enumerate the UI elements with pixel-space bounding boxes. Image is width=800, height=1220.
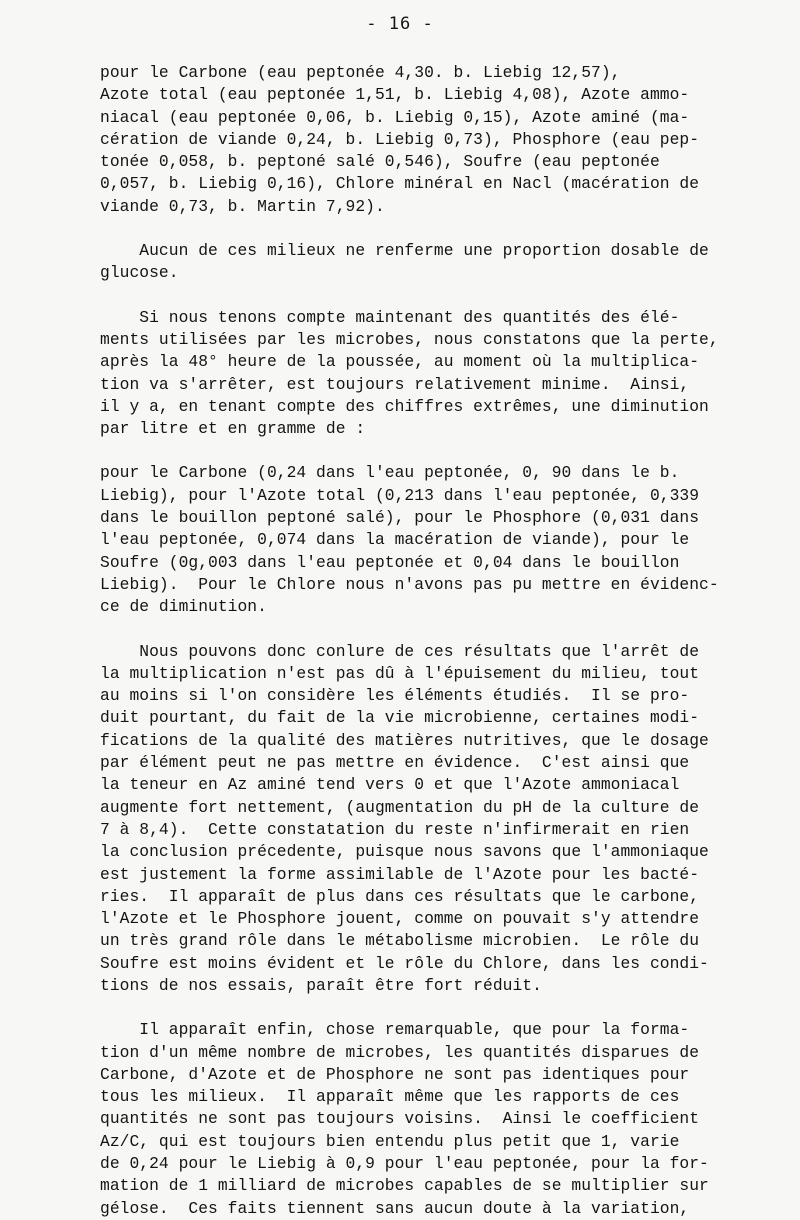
text-line: niacal (eau peptonée 0,06, b. Liebig 0,15), Azote aminé (ma- <box>100 107 690 127</box>
body-text <box>100 62 790 1220</box>
paragraph <box>100 1019 790 1220</box>
text-line: au moins si l'on considère les éléments étudiés. Il se pro- <box>100 686 690 706</box>
paragraph <box>100 307 790 441</box>
text-line: tion d'un même nombre de microbes, les quantités disparues de <box>100 1042 700 1062</box>
text-line: mation de 1 milliard de microbes capables de se multiplier sur <box>100 1176 709 1196</box>
text-line: l'eau peptonée, 0,074 dans la macération de viande), pour le <box>100 530 690 550</box>
text-line: tous les milieux. Il apparaît même que les rapports de ces <box>100 1087 680 1107</box>
text-line: par élément peut ne pas mettre en évidence. C'est ainsi que <box>100 753 690 773</box>
text-line: quantités ne sont pas toujours voisins. Ainsi le coefficient <box>100 1109 700 1129</box>
text-line: cération de viande 0,24, b. Liebig 0,73), Phosphore (eau pep- <box>100 129 700 149</box>
text-line: Az/C, qui est toujours bien entendu plus petit que 1, varie <box>100 1131 680 1151</box>
text-line: gélose. Ces faits tiennent sans aucun doute à la variation, <box>100 1198 690 1218</box>
text-line: duit pourtant, du fait de la vie microbienne, certaines modi- <box>100 708 700 728</box>
text-line: Azote total (eau peptonée 1,51, b. Liebig 4,08), Azote ammo- <box>100 85 690 105</box>
text-line: Liebig), pour l'Azote total (0,213 dans l'eau peptonée, 0,339 <box>100 485 700 505</box>
text-line: Nous pouvons donc conlure de ces résultats que l'arrêt de <box>100 641 700 661</box>
text-line: tion va s'arrêter, est toujours relativement minime. Ainsi, <box>100 374 690 394</box>
text-line: un très grand rôle dans le métabolisme microbien. Le rôle du <box>100 931 700 951</box>
text-line: fications de la qualité des matières nutritives, que le dosage <box>100 730 709 750</box>
paragraph <box>100 240 790 285</box>
text-line: la teneur en Az aminé tend vers 0 et que l'Azote ammoniacal <box>100 775 680 795</box>
text-line: après la 48° heure de la poussée, au moment où la multiplica- <box>100 352 700 372</box>
text-line: l'Azote et le Phosphore jouent, comme on pouvait s'y attendre <box>100 909 700 929</box>
text-line: ments utilisées par les microbes, nous constatons que la perte, <box>100 329 719 349</box>
text-line: Il apparaît enfin, chose remarquable, que pour la forma- <box>100 1020 690 1040</box>
text-line: Aucun de ces milieux ne renferme une proportion dosable de <box>100 241 709 261</box>
text-line: 7 à 8,4). Cette constatation du reste n'infirmerait en rien <box>100 819 690 839</box>
text-line: il y a, en tenant compte des chiffres extrêmes, une diminution <box>100 396 709 416</box>
text-line: glucose. <box>100 263 179 283</box>
text-line: Soufre est moins évident et le rôle du Chlore, dans les condi- <box>100 953 709 973</box>
text-line: pour le Carbone (eau peptonée 4,30. b. Liebig 12,57), <box>100 63 621 82</box>
text-line: Carbone, d'Azote et de Phosphore ne sont pas identiques pour <box>100 1064 690 1084</box>
text-line: viande 0,73, b. Martin 7,92). <box>100 196 385 216</box>
text-line: tonée 0,058, b. peptoné salé 0,546), Soufre (eau peptonée <box>100 152 660 172</box>
paragraph <box>100 62 790 218</box>
text-line: dans le bouillon peptoné salé), pour le Phosphore (0,031 dans <box>100 508 700 528</box>
paragraph <box>100 641 790 998</box>
text-line: de 0,24 pour le Liebig à 0,9 pour l'eau peptonée, pour la for- <box>100 1154 709 1174</box>
text-line: Si nous tenons compte maintenant des quantités des élé- <box>100 307 680 327</box>
page-number: - 16 - <box>366 14 434 34</box>
text-line: par litre et en gramme de : <box>100 419 366 439</box>
text-line: la conclusion précedente, puisque nous savons que l'ammoniaque <box>100 842 709 862</box>
text-line: ries. Il apparaît de plus dans ces résultats que le carbone, <box>100 886 700 906</box>
text-line: ce de diminution. <box>100 597 267 617</box>
text-line: Soufre (0g,003 dans l'eau peptonée et 0,04 dans le bouillon <box>100 552 680 572</box>
text-line: pour le Carbone (0,24 dans l'eau peptonée, 0, 90 dans le b. <box>100 463 680 483</box>
paragraph <box>100 462 790 618</box>
text-line: Liebig). Pour le Chlore nous n'avons pas pu mettre en évidenc- <box>100 574 719 594</box>
text-line: augmente fort nettement, (augmentation du pH de la culture de <box>100 797 700 817</box>
text-line: la multiplication n'est pas dû à l'épuisement du milieu, tout <box>100 663 700 683</box>
text-line: tions de nos essais, paraît être fort réduit. <box>100 975 542 995</box>
text-line: est justement la forme assimilable de l'Azote pour les bacté- <box>100 864 700 884</box>
text-line: 0,057, b. Liebig 0,16), Chlore minéral en Nacl (macération de <box>100 174 700 194</box>
